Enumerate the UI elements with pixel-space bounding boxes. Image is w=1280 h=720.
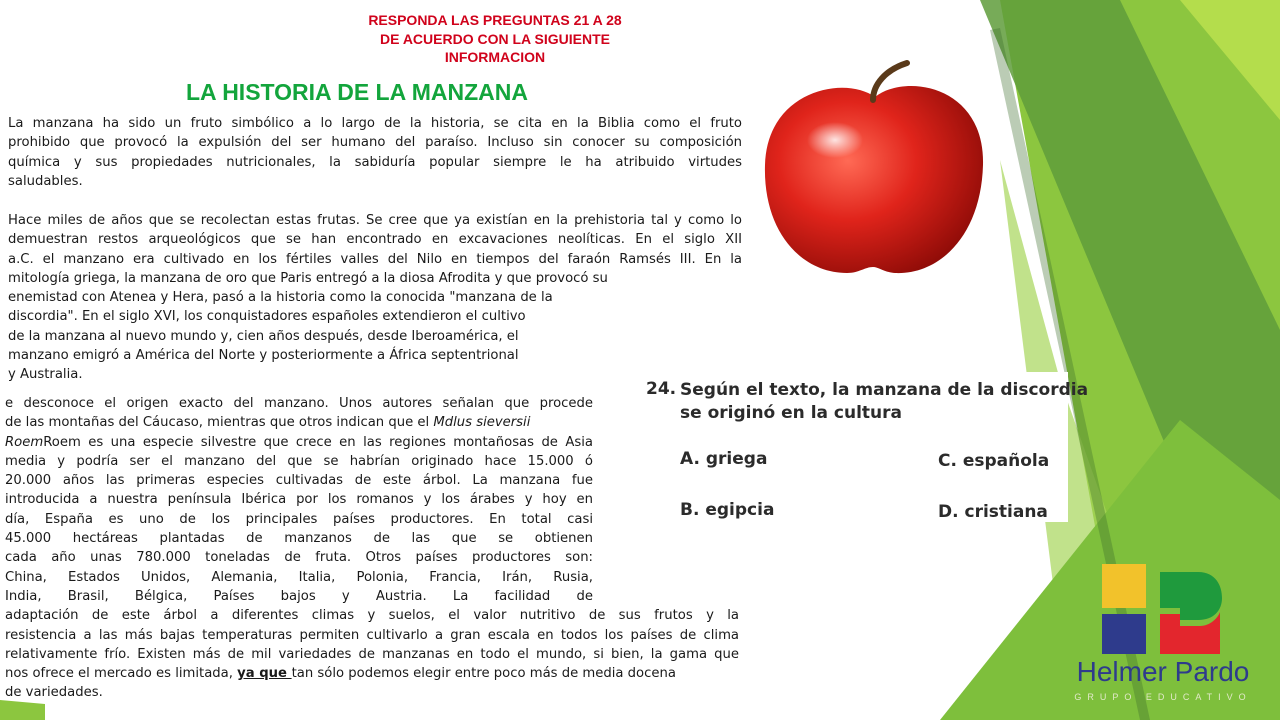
text-line: de la manzana al nuevo mundo y, cien años después, desde Iberoamérica, el [8,328,519,344]
option-d[interactable] [938,502,1048,522]
text-line: Hace miles de años que se recolectan estas frutas. Se cree que ya existían en la prehistoria tal y como lo [8,213,742,228]
italic-species-name-2: Roem [5,434,44,450]
text-line [5,664,739,683]
paragraph-1 [8,114,742,191]
text-line: saludables. [8,173,83,189]
text-line: discordia". En el siglo XVI, los conquistadores españoles extendieron el cultivo [8,309,526,325]
text-line [5,433,593,452]
text-line: adaptación de este árbol a diferentes climas y suelos, el valor nutritivo de sus frutos y la [5,608,739,624]
instruction-line-3: INFORMACION [444,49,546,65]
text-line: cada año unas 780.000 toneladas de fruta. Otros países productores son: [5,550,593,566]
text-fragment: Roem es una especie silvestre que crece en las regiones montañosas de Asia [43,434,593,450]
instruction-heading [340,11,650,67]
question-number: 24. [646,379,677,399]
option-letter: B. [680,500,700,520]
page-title: LA HISTORIA DE LA MANZANA [186,79,529,105]
text-line: La manzana ha sido un fruto simbólico a lo largo de la historia, se cita en la Biblia como el fruto [8,116,742,131]
option-letter: A. [680,449,700,469]
logo-subtitle: GRUPO EDUCATIVO [1074,692,1252,702]
option-b[interactable] [680,500,774,520]
text-line: prohibido que provocó la expulsión del ser humano del paraíso. Incluso sin conocer su composición [8,135,742,151]
option-text: española [962,451,1050,471]
option-a[interactable] [680,449,767,469]
italic-species-name: Mdlus sieversii [433,415,531,431]
text-line: química y sus propiedades nutricionales, la sabiduría popular siempre le ha atribuido virtudes [8,154,742,170]
option-letter: D. [938,502,959,522]
paragraph-3-narrow-block [5,394,593,606]
apple-illustration [755,55,995,285]
text-line: 20.000 años las primeras especies cultivadas de este árbol. La manzana fue [5,473,593,489]
underlined-phrase: ya que [237,666,292,682]
text-fragment: de las montañas del Cáucaso, mientras que otros indican que el [5,415,434,431]
option-c[interactable] [938,451,1049,471]
text-line: media y podría ser el manzano del que se habrían originado hace 15.000 ó [5,453,593,469]
text-line: resistencia a las más bajas temperaturas permiten cultivarlo a gran escala en todos los países de clima [5,627,739,643]
text-line: introducida a nuestra península Ibérica por los romanos y los árabes y hoy en [5,492,593,508]
option-text: egipcia [705,500,775,520]
question-line-1: Según el texto, la manzana de la discordia [680,380,1089,400]
text-line: relativamente frío. Existen más de mil variedades de manzanas en todo el mundo, si bien, la gama que [5,646,739,662]
option-text: cristiana [964,502,1048,522]
instruction-line-1: RESPONDA LAS PREGUNTAS 21 A 28 [368,12,622,28]
question-text [680,379,1088,425]
text-line: e desconoce el origen exacto del manzano. Unos autores señalan que procede [5,396,593,411]
paragraph-2 [8,211,742,385]
option-letter: C. [938,451,957,471]
text-line: día, España es uno de los principales países productores. En total casi [5,511,593,527]
text-line: mitología griega, la manzana de oro que Paris entregó a la diosa Afrodita y que provocó su [8,270,608,286]
text-line: de variedades. [5,685,103,701]
question-line-2: se originó en la cultura [680,403,903,423]
text-fragment: nos ofrece el mercado es limitada, [5,666,238,682]
text-line: enemistad con Atenea y Hera, pasó a la historia como la conocida "manzana de la [8,290,553,306]
text-line [5,413,593,432]
text-line: manzano emigró a América del Norte y posteriormente a África septentrional [8,348,519,364]
logo-name: Helmer Pardo [1076,656,1250,687]
question-card [628,372,1089,522]
text-fragment: tan sólo podemos elegir entre poco más de media docena [291,666,676,682]
text-line: y Australia. [8,367,83,383]
instruction-line-2: DE ACUERDO CON LA SIGUIENTE [380,30,610,47]
text-line: demuestran restos arqueológicos que se han encontrado en excavaciones neolíticas. En el siglo XII [8,232,742,248]
option-text: griega [705,449,768,469]
text-line: a.C. el manzano era cultivado en los fértiles valles del Nilo en tiempos del faraón Ramsés III. En la [8,251,742,267]
text-line: India, Brasil, Bélgica, Países bajos y Austria. La facilidad de [5,588,593,604]
text-line: China, Estados Unidos, Alemania, Italia, Polonia, Francia, Irán, Rusia, [5,569,593,585]
text-line: 45.000 hectáreas plantadas de manzanos de las que se obtienen [5,531,593,547]
